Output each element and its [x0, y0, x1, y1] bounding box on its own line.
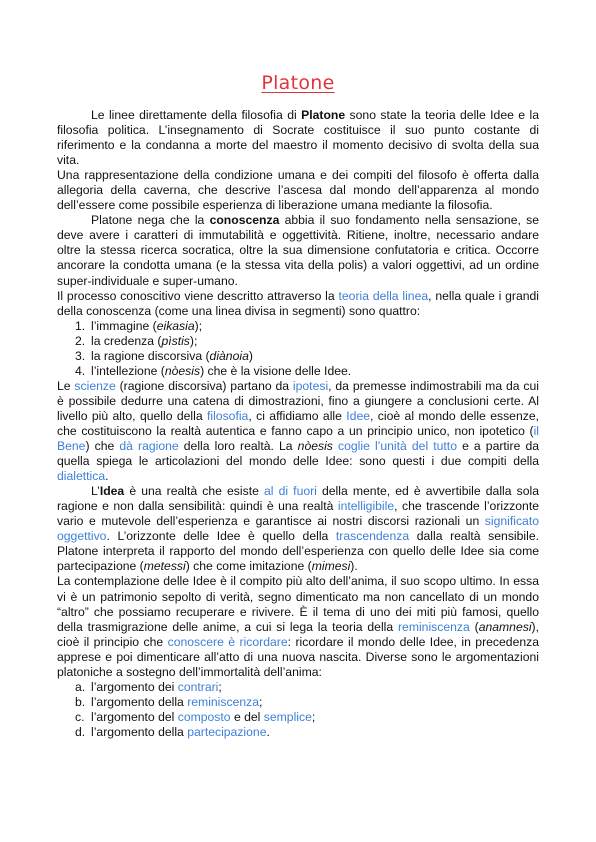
text: sono state la teoria delle Idee e la filosofia politica. L’insegnamento di Socrate costituisce il suo punto costante di riferimento e la condanna a morte del maestro il momento decisivo di svolta della sua vita.	[57, 108, 539, 168]
text: Il processo conoscitivo viene descritto attraverso la	[57, 288, 339, 303]
keyword: dialettica	[57, 469, 106, 484]
text: );	[189, 333, 198, 348]
keyword: ipotesi	[292, 378, 329, 393]
italic-term: pìstis	[161, 333, 190, 348]
keyword: trascendenza	[335, 529, 410, 544]
item-letter: d.	[75, 724, 86, 739]
paragraph-idea	[57, 484, 539, 574]
item-letter: c.	[75, 709, 85, 724]
text: , da premesse indimostrabili ma da cui è possibile dedurre una catena di dimostrazioni, fino a giungere a conclusioni certe. Al livello più alto, quello della	[57, 378, 539, 423]
list-item	[75, 725, 539, 740]
text: l’argomento dei	[91, 679, 178, 694]
text: l’argomento del	[91, 709, 178, 724]
text: ;	[218, 679, 222, 694]
text: l’argomento della	[91, 694, 188, 709]
italic-term: mimesi	[311, 559, 351, 574]
text: L’	[91, 484, 100, 499]
arguments-list	[57, 680, 539, 740]
item-number: 4.	[75, 363, 86, 378]
text: , che trascende l’orizzonte vario e mutevole dell’esperienza e garantisce ai nostri discorsi razionali un	[57, 499, 539, 529]
paragraph-caverna: Una rappresentazione della condizione umana e dei compiti del filosofo è offerta dalla allegoria della caverna, che descrive l’ascesa dal mondo dell’apparenza al mondo dell’essere come possibile esperienza di liberazione umana mediante la filosofia.	[57, 168, 539, 213]
keyword: dà ragione	[119, 439, 179, 454]
italic-term: diànoia	[209, 348, 249, 363]
item-number: 1.	[75, 318, 86, 333]
keyword: semplice	[263, 709, 312, 724]
text: ;	[259, 694, 263, 709]
text: , nella quale i grandi della conoscenza (come una linea divisa in segmenti) sono quattro:	[57, 288, 539, 318]
keyword: partecipazione	[187, 724, 267, 739]
text: , ci affidiamo alle	[248, 408, 347, 423]
text: Platone nega che la	[91, 213, 210, 228]
text: ), cioè il principio che	[57, 619, 539, 649]
list-item	[75, 364, 539, 379]
page-title: Platone	[261, 72, 335, 94]
text: e del	[230, 709, 264, 724]
text: l’intellezione (	[91, 363, 165, 378]
text: ) che come imitazione (	[185, 559, 312, 574]
text: (ragione discorsiva) partano da	[115, 378, 293, 393]
text: : ricordare il mondo delle Idee, in precedenza apprese e poi dimenticare all’atto di una nuova nascita. Diverse sono le argomentazioni platoniche a sostegno dell’immortalità dell’anima:	[57, 634, 539, 679]
paragraph-anima	[57, 574, 539, 679]
text: .	[266, 724, 270, 739]
keyword: contrari	[177, 679, 219, 694]
list-item	[75, 349, 539, 364]
bold-term: Idea	[99, 484, 125, 499]
keyword: conoscere è ricordare	[167, 634, 288, 649]
italic-term: nòesis	[297, 439, 333, 454]
item-letter: b.	[75, 694, 86, 709]
keyword: Idee	[346, 408, 371, 423]
text: la credenza (	[91, 333, 162, 348]
keyword: intelligibile	[337, 499, 395, 514]
item-letter: a.	[75, 679, 86, 694]
text: ) che è la visione delle Idee.	[200, 363, 352, 378]
text: l’argomento della	[91, 724, 188, 739]
text: La contemplazione delle Idee è il compito più alto dell’anima, il suo scopo ultimo. In essa vi è un patrimonio sepolto di verità, segno dimenticato ma non cancellato di un mondo “altro” che possiamo recuperare e rivivere. È il tema di uno dei miti più famosi, quello della trasmigrazione delle anime, a cui si lega la teoria della	[57, 574, 539, 634]
keyword: reminiscenza	[397, 619, 470, 634]
italic-term: metessi	[143, 559, 186, 574]
italic-term: anamnesi	[478, 619, 532, 634]
keyword: teoria della linea	[338, 288, 429, 303]
text: Le linee direttamente della filosofia di	[91, 108, 302, 122]
keyword: significato oggettivo	[57, 514, 539, 544]
text: e a partire da quella spiega le articolazioni del mondo delle Idee: sono questi i due compiti della	[57, 439, 540, 469]
list-item	[75, 319, 539, 334]
text: ) che	[85, 439, 120, 454]
text: abbia il suo fondamento nella sensazione, se deve avere i caratteri di immutabilità e oggettività. Ritiene, inoltre, necessario andare oltre la stessa ricerca socratica, oltre la sua dimensione confutatoria e critica. Occorre ancorare la condotta umana (e la stessa vita della polis) a valori oggettivi, ad un ordine super-individuale e super-umano.	[57, 213, 539, 288]
text: l’immagine (	[91, 318, 157, 333]
text: ).	[350, 559, 358, 574]
paragraph-scienze	[57, 379, 539, 484]
list-item	[75, 334, 539, 349]
keyword: il Bene	[57, 423, 539, 454]
keyword: filosofia	[207, 408, 249, 423]
text: la ragione discorsiva (	[91, 348, 210, 363]
item-number: 2.	[75, 333, 86, 348]
paragraph-conoscenza	[57, 213, 539, 288]
text: (	[469, 619, 479, 634]
item-number: 3.	[75, 348, 86, 363]
text: dalla realtà sensibile. Platone interpreta il rapporto del mondo dell’esperienza con quello delle Idee sia come partecipazione (	[57, 529, 539, 574]
keyword: al di fuori	[263, 484, 317, 499]
keyword: reminiscenza	[187, 694, 260, 709]
italic-term: nòesis	[164, 363, 201, 378]
document-page	[57, 68, 539, 740]
list-item	[75, 710, 539, 725]
knowledge-levels-list	[57, 319, 539, 379]
text: , cioè al mondo delle essenze, che costituiscono la realtà autentica e fanno capo a un principio unico, non ipotetico (	[57, 408, 539, 438]
bold-term: Platone	[301, 108, 346, 122]
text: . L’orizzonte delle Idee è quello della	[106, 529, 336, 544]
keyword: composto	[177, 709, 231, 724]
keyword: scienze	[74, 378, 116, 393]
paragraph-linea	[57, 289, 539, 319]
text: della mente, ed è avvertibile dalla sola ragione e non dalla sensibilità: quindi è una realtà	[57, 484, 539, 514]
text: è una realtà che esiste	[124, 484, 264, 499]
text: Le	[57, 378, 75, 393]
text: ;	[311, 709, 316, 724]
italic-term: eikasia	[156, 318, 195, 333]
text: )	[248, 348, 253, 363]
paragraph-intro	[57, 108, 539, 168]
text: );	[194, 318, 203, 333]
text: .	[105, 469, 109, 484]
bold-term: conoscenza	[209, 213, 280, 228]
text: della loro realtà. La	[178, 439, 298, 454]
keyword: coglie l’unità del tutto	[338, 439, 457, 454]
list-item	[75, 680, 539, 695]
list-item	[75, 695, 539, 710]
